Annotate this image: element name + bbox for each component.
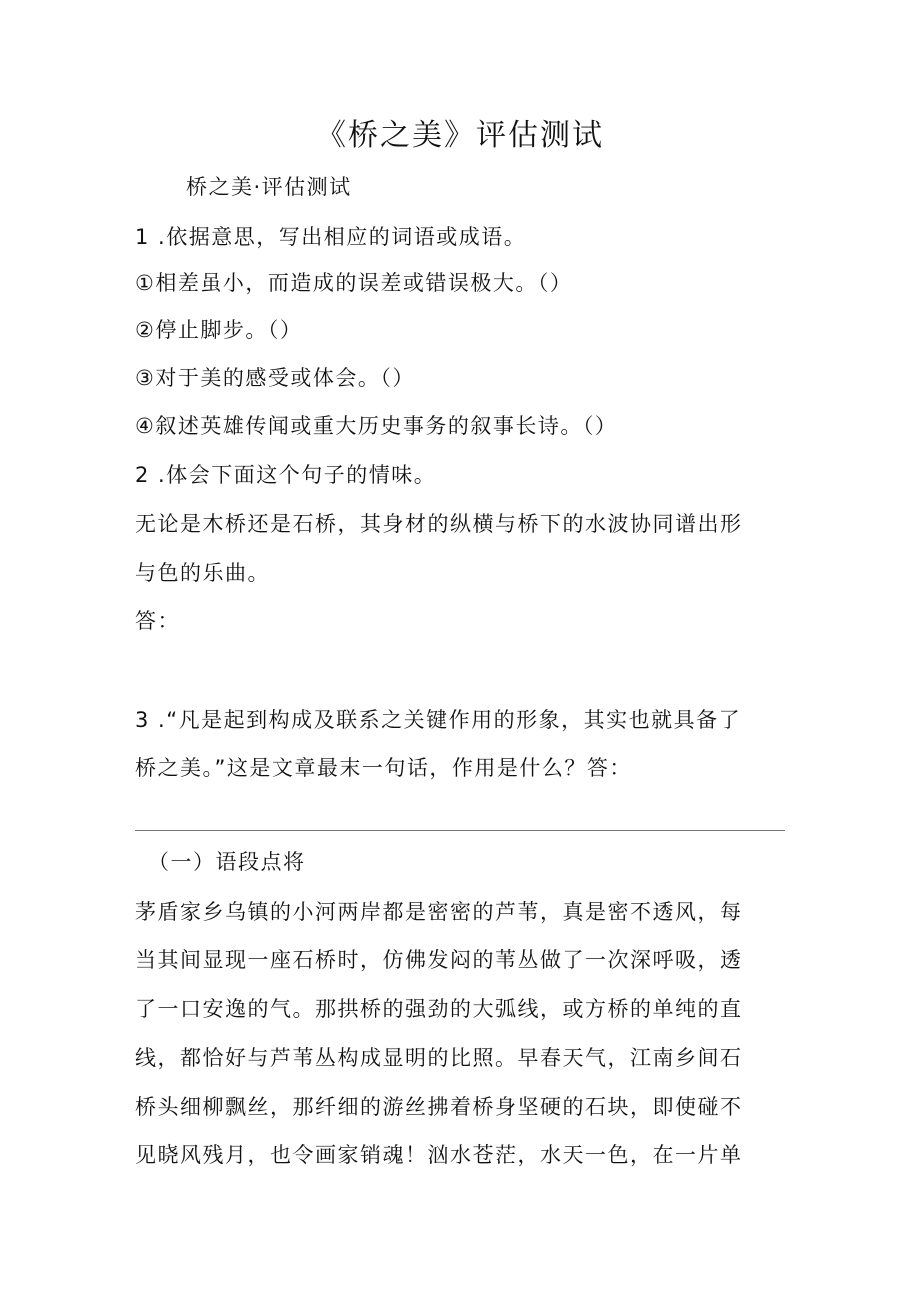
question-1-item-1: ①相差虽小，而造成的误差或错误极大。（） [135, 271, 573, 295]
passage-line: 见晓风残月，也令画家销魂！汹水苍茫，水天一色，在一片单 [135, 1143, 743, 1167]
passage-line: 线，都恰好与芦苇丛构成显明的比照。早春天气，江南乡间石 [135, 1046, 743, 1070]
question-2-sentence-line-1: 无论是木桥还是石桥，其身材的纵横与桥下的水波协同谱出形 [135, 512, 743, 536]
passage-line: 了一口安逸的气。那拱桥的强劲的大弧线，或方桥的单纯的直 [135, 997, 743, 1021]
question-2-answer-label: 答： [135, 609, 180, 633]
question-3-line-2: 桥之美。”这是文章最末一句话，作用是什么？答： [135, 756, 632, 780]
question-1-item-2: ②停止脚步。（） [135, 318, 303, 342]
section-heading: （一）语段点将 [148, 850, 306, 874]
passage-line: 茅盾家乡乌镇的小河两岸都是密密的芦苇，真是密不透风，每 [135, 900, 743, 924]
passage-line: 当其间显现一座石桥时，仿佛发闷的苇丛做了一次深呼吸，透 [135, 948, 743, 972]
subtitle: 桥之美·评估测试 [186, 175, 352, 199]
section-divider [135, 830, 785, 831]
passage-line: 桥头细柳飘丝，那纤细的游丝拂着桥身坚硬的石块，即使碰不 [135, 1095, 743, 1119]
question-1-item-3: ③对于美的感受或体会。（） [135, 366, 415, 390]
question-1-item-4: ④叙述英雄传闻或重大历史事务的叙事长诗。（） [135, 414, 618, 438]
question-2-sentence-line-2: 与色的乐曲。 [135, 561, 270, 585]
document-title: 《桥之美》评估测试 [316, 118, 604, 153]
question-3-line-1: 3 .“凡是起到构成及联系之关键作用的形象，其实也就具备了 [135, 708, 742, 732]
question-2-prompt: 2 .体会下面这个句子的情味。 [135, 463, 437, 487]
question-1-prompt: 1 .依据意思，写出相应的词语或成语。 [135, 225, 527, 249]
